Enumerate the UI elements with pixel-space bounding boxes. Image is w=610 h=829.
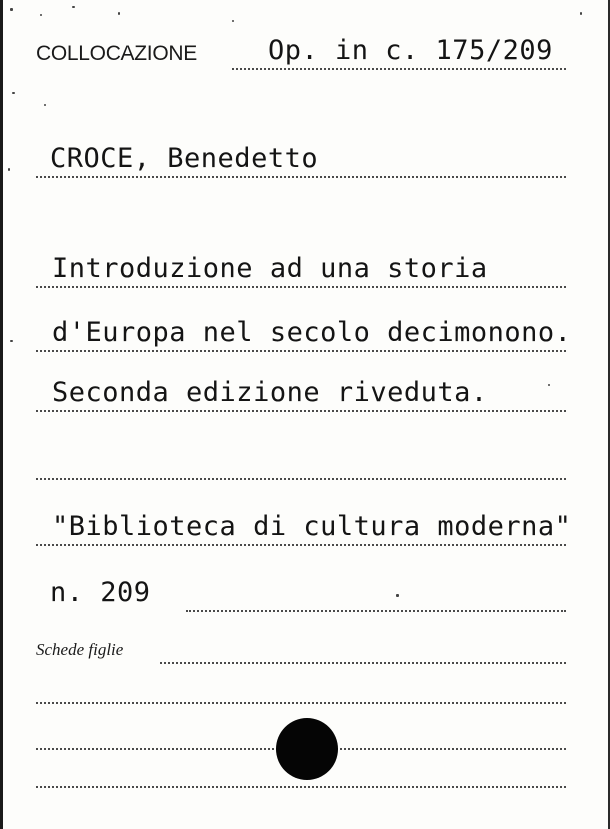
edition-statement: Seconda edizione riveduta. — [52, 377, 488, 408]
card-left-edge — [0, 0, 3, 829]
scan-speck — [44, 104, 46, 106]
empty-rule — [36, 478, 566, 480]
series-row — [36, 486, 572, 546]
collocazione-value: Op. in c. 175/209 — [268, 35, 553, 66]
author-row — [36, 118, 566, 178]
scan-speck — [8, 168, 10, 171]
author-name: CROCE, Benedetto — [50, 143, 319, 174]
title-line-2: d'Europa nel secolo decimonono. — [52, 317, 572, 348]
empty-rule-row — [36, 420, 566, 480]
scan-speck — [12, 92, 15, 94]
scan-speck — [10, 8, 13, 11]
title-line-2-row — [36, 292, 572, 352]
collocazione-rule — [232, 68, 566, 70]
series-number: n. 209 — [50, 577, 151, 608]
author-rule — [36, 176, 566, 178]
edition-row — [36, 352, 566, 412]
schede-figlie-label: Schede figlie — [36, 640, 124, 659]
edition-rule — [36, 410, 566, 412]
title-line-1-rule — [36, 286, 566, 288]
scan-speck — [72, 6, 75, 8]
title-line-1: Introduzione ad una storia — [52, 253, 488, 284]
scan-speck — [10, 340, 13, 342]
series-number-row — [36, 552, 566, 612]
blank-rule — [36, 786, 566, 788]
scan-speck — [580, 12, 582, 15]
collocazione-row — [36, 10, 566, 70]
series-title: "Biblioteca di cultura moderna" — [52, 511, 572, 542]
title-line-1-row — [36, 228, 566, 288]
series-rule — [36, 544, 566, 546]
punch-hole — [276, 718, 338, 780]
collocazione-label: COLLOCAZIONE — [36, 42, 197, 65]
